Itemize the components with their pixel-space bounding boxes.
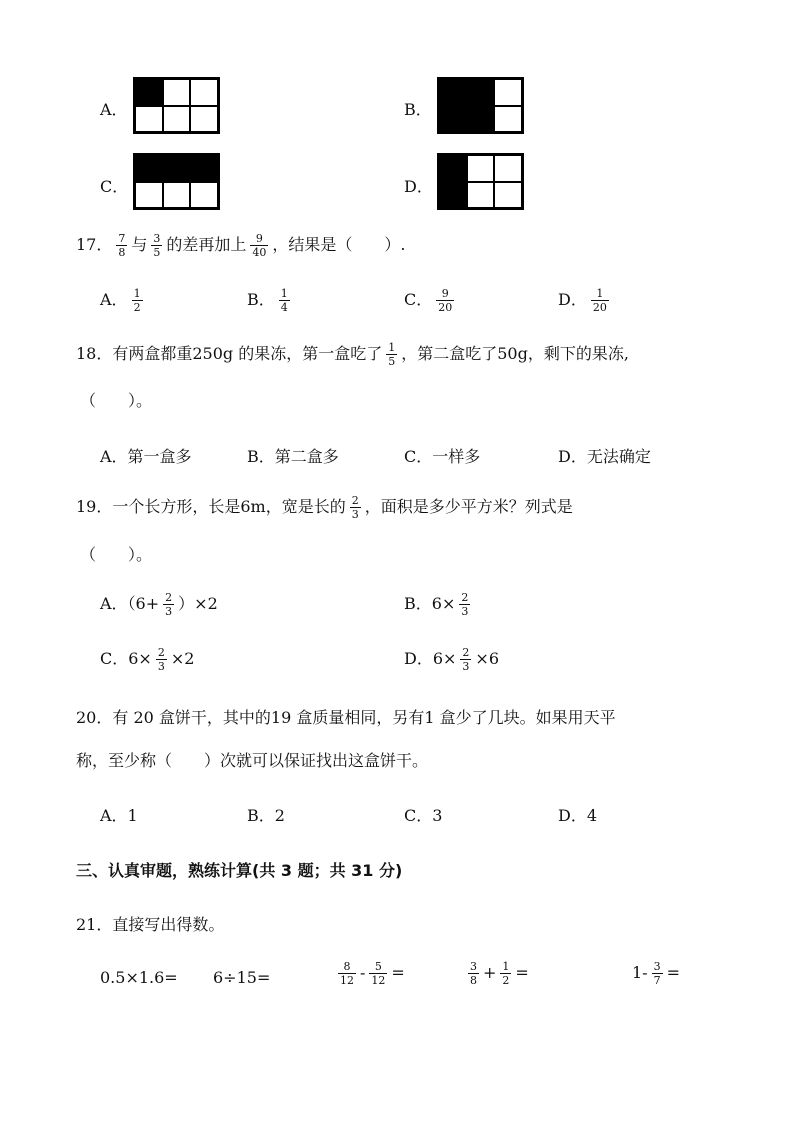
q20-option-c[interactable]: C．3	[404, 806, 443, 825]
shaded-cell	[439, 182, 467, 209]
empty-cell	[494, 182, 522, 209]
q19-option-d[interactable]: D．6× $\frac{2}{3}$ ×6	[404, 646, 500, 673]
empty-cell	[467, 182, 495, 209]
q19-blank-line: （ ）。	[80, 545, 153, 564]
q21-expr-5: 1- $\frac{3}{7}$ =	[632, 960, 680, 987]
q18-option-d[interactable]: D．无法确定	[558, 447, 651, 466]
empty-cell	[163, 182, 191, 209]
q20-text-1: 有 20 盒饼干，其中的19 盒质量相同，另有1 盒少了几块。如果用天平	[112, 708, 616, 727]
q17-fraction-2: $\frac{3}{5}$	[153, 232, 161, 259]
q17-option-c[interactable]: C． $\frac{9}{20}$	[404, 287, 453, 314]
q21-text: 直接写出得数。	[112, 915, 225, 934]
shaded-cell	[135, 155, 163, 182]
q17-option-a[interactable]: A． $\frac{1}{2}$	[100, 287, 141, 314]
q17-fraction-1: $\frac{7}{8}$	[118, 232, 126, 259]
empty-cell	[135, 106, 163, 133]
shaded-cell	[439, 155, 467, 182]
shaded-cell	[439, 106, 467, 133]
q16-option-b-figure	[437, 77, 524, 134]
q21-expr-4: $\frac{3}{8}$ + $\frac{1}{2}$ =	[470, 960, 529, 987]
q21-expr-2: 6÷15=	[213, 968, 271, 987]
empty-cell	[190, 79, 218, 106]
q17-text-1: 与	[131, 235, 148, 254]
q17-option-b[interactable]: B． $\frac{1}{4}$	[247, 287, 288, 314]
section-3-title: 三、认真审题，熟练计算(共 3 题；共 31 分)	[76, 861, 403, 880]
empty-cell	[135, 182, 163, 209]
q18-number: 18．	[76, 344, 113, 363]
shaded-cell	[163, 155, 191, 182]
q19-stem	[76, 494, 573, 521]
q20-option-d[interactable]: D．4	[558, 806, 598, 825]
empty-cell	[494, 155, 522, 182]
q16-option-b-label: B．	[404, 100, 432, 119]
q18-text-1: 有两盒都重250g 的果冻，第一盒吃了	[112, 344, 383, 363]
q21-expr-1: 0.5×1.6=	[100, 968, 178, 987]
shaded-cell	[135, 79, 163, 106]
q18-option-b[interactable]: B．第二盒多	[247, 447, 339, 466]
q18-blank-line: （ ）。	[80, 391, 153, 410]
empty-cell	[467, 155, 495, 182]
q19-option-c[interactable]: C．6× $\frac{2}{3}$ ×2	[100, 646, 195, 673]
q18-option-c[interactable]: C．一样多	[404, 447, 481, 466]
q17-text-2: 的差再加上	[166, 235, 247, 254]
q19-text-1: 一个长方形，长是6m，宽是长的	[112, 497, 346, 516]
q16-option-d-label: D．	[404, 177, 433, 196]
shaded-cell	[467, 79, 495, 106]
q17-text-3: ，结果是（ ）.	[272, 235, 406, 254]
empty-cell	[163, 106, 191, 133]
q20-stem-line-2: 称，至少称（ ）次就可以保证找出这盒饼干。	[76, 751, 429, 770]
q17-stem	[76, 232, 406, 259]
q21-stem	[76, 912, 224, 935]
q20-number: 20．	[76, 708, 113, 727]
empty-cell	[494, 106, 522, 133]
q19-number: 19．	[76, 497, 113, 516]
q16-option-c-label: C．	[100, 177, 129, 196]
q19-fraction: $\frac{2}{3}$	[351, 494, 359, 521]
q18-fraction: $\frac{1}{5}$	[388, 341, 396, 368]
q17-fraction-3: $\frac{9}{40}$	[252, 232, 267, 259]
empty-cell	[190, 106, 218, 133]
q19-option-a[interactable]: A．（6+ $\frac{2}{3}$ ）×2	[100, 591, 218, 618]
q17-number: 17．	[76, 235, 113, 254]
q21-number: 21．	[76, 915, 113, 934]
q20-option-a[interactable]: A．1	[100, 806, 138, 825]
shaded-cell	[439, 79, 467, 106]
q16-option-a-figure	[133, 77, 220, 134]
empty-cell	[494, 79, 522, 106]
q18-text-2: ，第二盒吃了50g，剩下的果冻,	[401, 344, 629, 363]
q19-option-b[interactable]: B．6× $\frac{2}{3}$	[404, 591, 469, 618]
q16-option-a-label: A．	[100, 100, 128, 119]
q17-option-d[interactable]: D． $\frac{1}{20}$	[558, 287, 607, 314]
q18-stem	[76, 341, 629, 368]
q16-option-d-figure	[437, 153, 524, 210]
q16-option-c-figure	[133, 153, 220, 210]
empty-cell	[163, 79, 191, 106]
shaded-cell	[190, 155, 218, 182]
q20-option-b[interactable]: B．2	[247, 806, 285, 825]
empty-cell	[190, 182, 218, 209]
q21-expr-3: $\frac{8}{12}$ - $\frac{5}{12}$ =	[340, 960, 405, 987]
q19-text-2: ，面积是多少平方米？列式是	[364, 497, 573, 516]
q20-stem-line-1	[76, 705, 616, 728]
shaded-cell	[467, 106, 495, 133]
q18-option-a[interactable]: A．第一盒多	[100, 447, 192, 466]
